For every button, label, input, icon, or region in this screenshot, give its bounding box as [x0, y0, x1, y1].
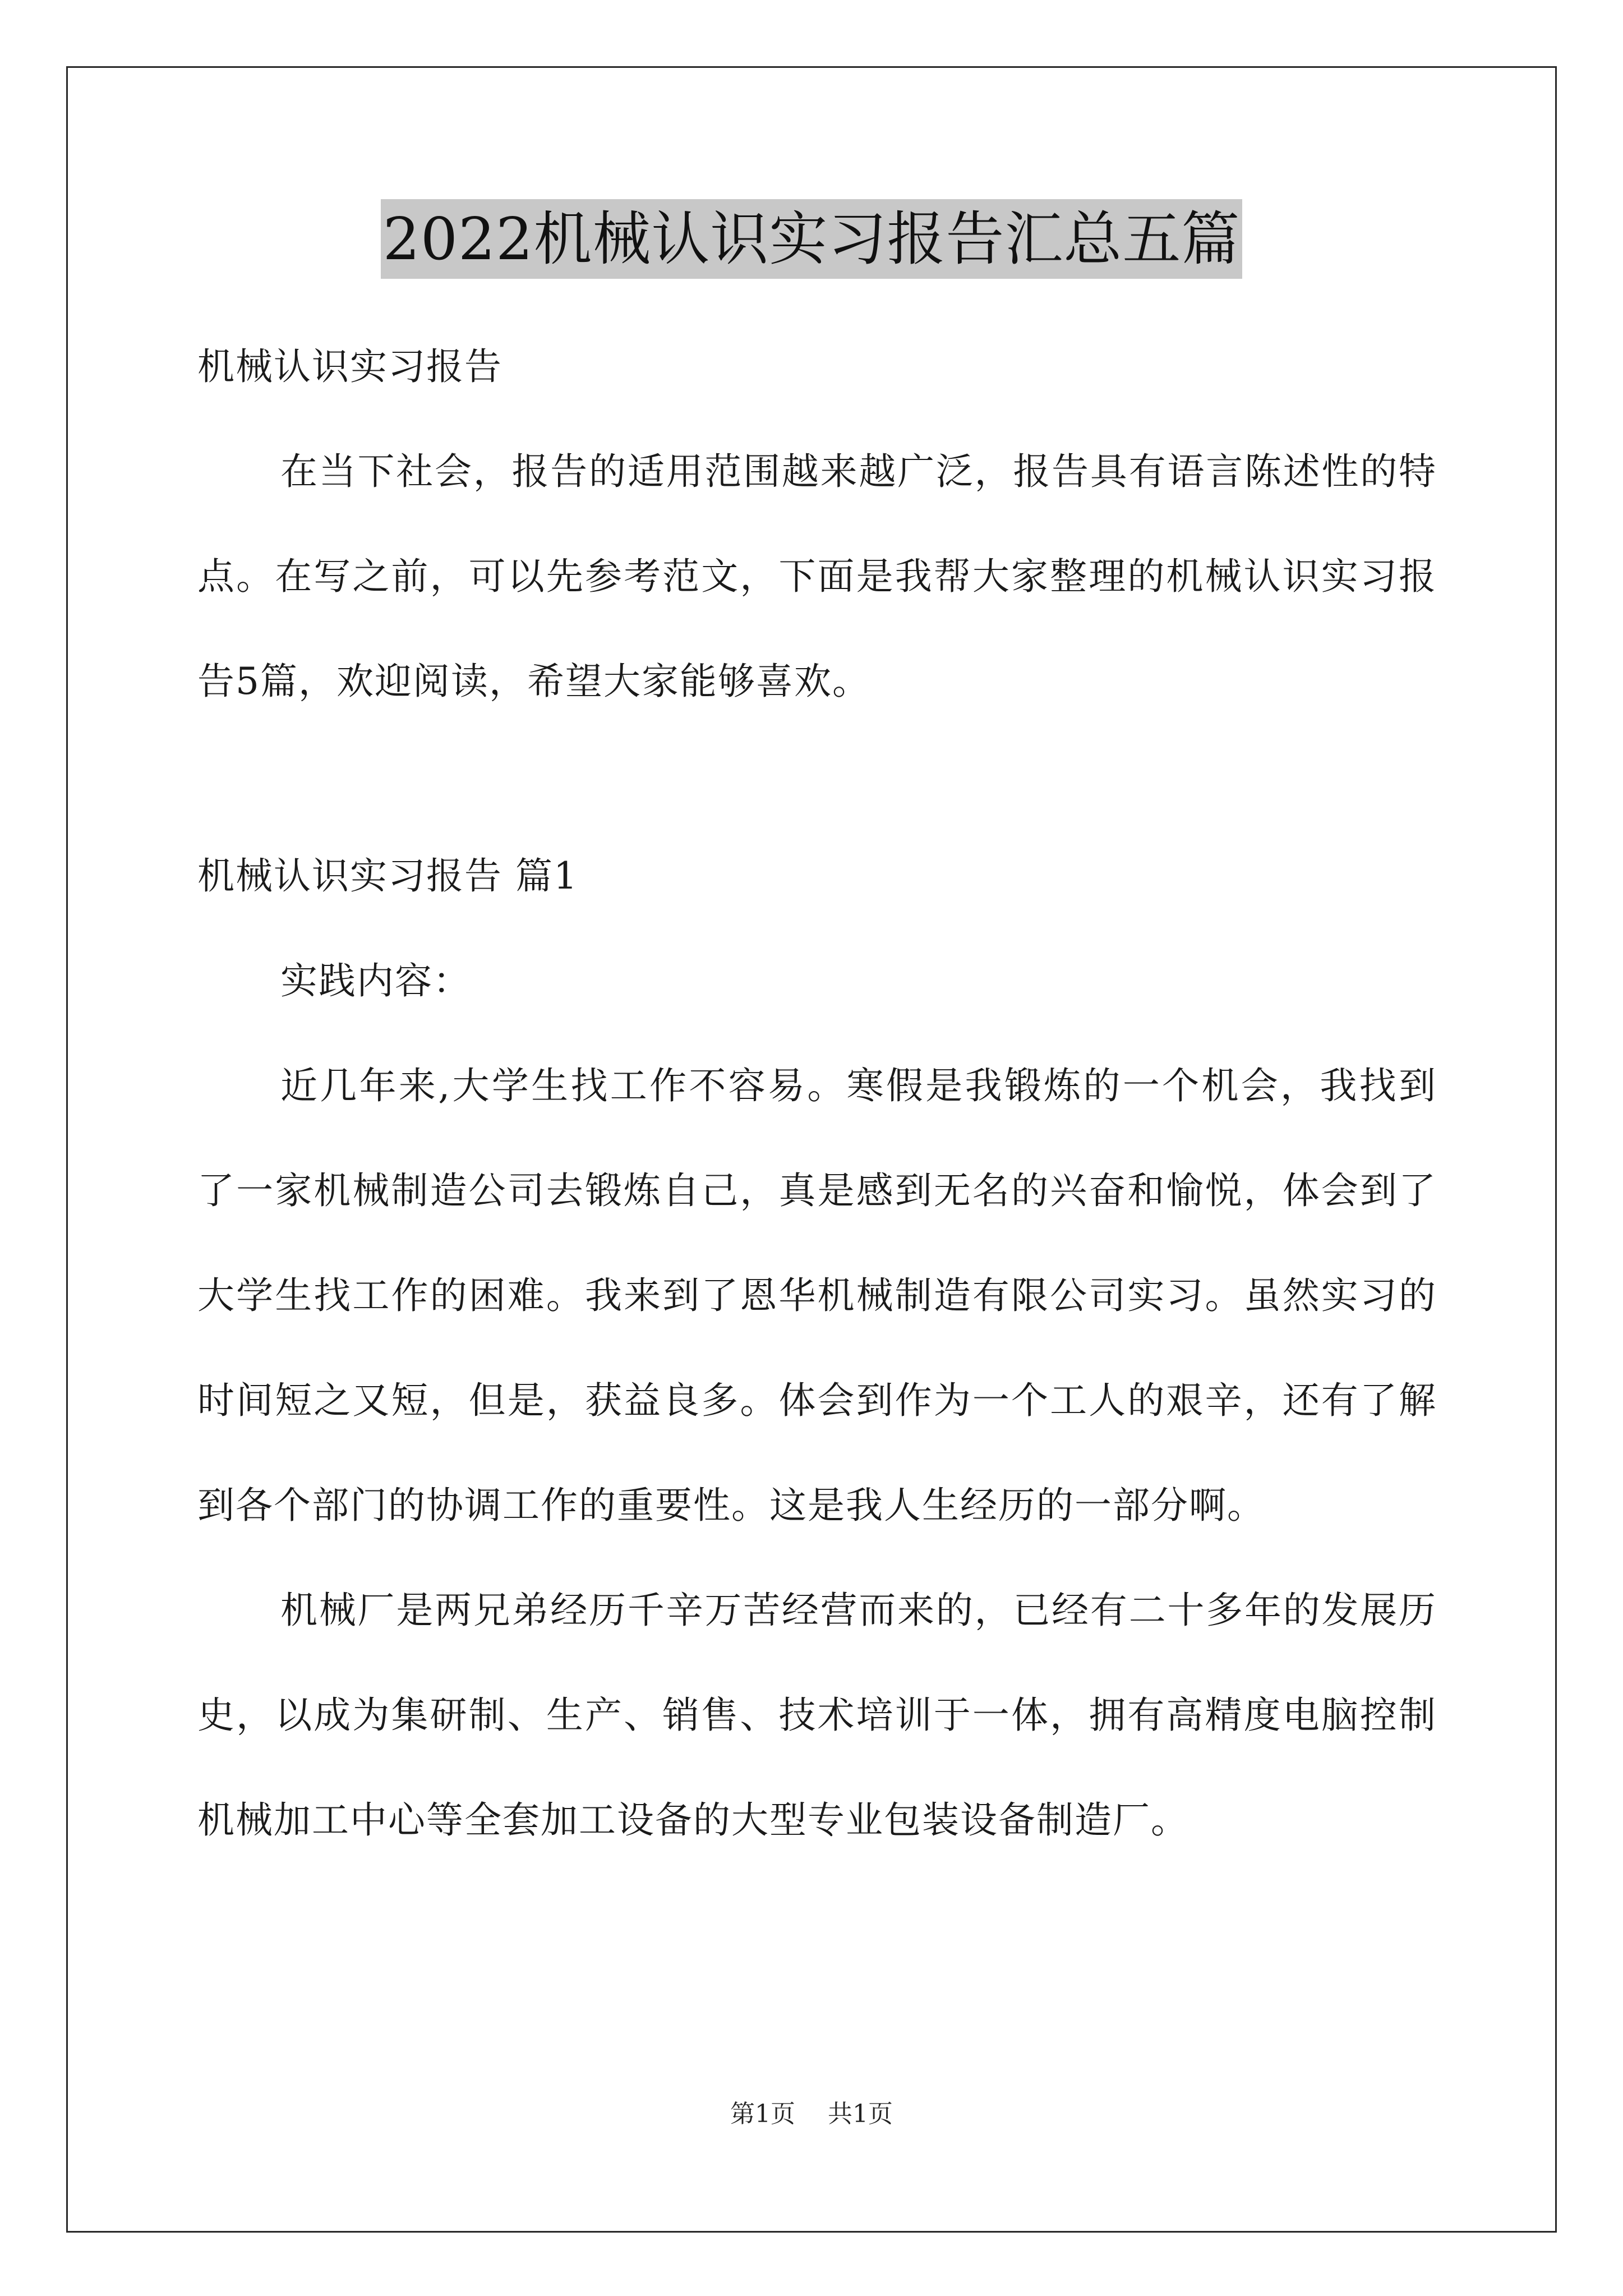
- practice-label: 实践内容：: [280, 959, 471, 1002]
- body-paragraph-1: 近几年来,大学生找工作不容易。寒假是我锻炼的一个机会，我找到了一家机械制造公司去锻炼自己，真是感到无名的兴奋和愉悦，体会到了大学生找工作的困难。我来到了恩华机械制造有限公司实习。虽然实习的时间短之又短，但是，获益良多。体会到作为一个工人的艰辛，还有了解到各个部门的协调工作的重要性。这是我人生经历的一部分啊。: [197, 1064, 1437, 1527]
- document-body: [197, 314, 1437, 1872]
- page-number: 第1页: [730, 2100, 795, 2128]
- article-heading: 机械认识实习报告 篇1: [197, 854, 578, 898]
- title-container: [0, 199, 1623, 279]
- document-title: 2022机械认识实习报告汇总五篇: [381, 199, 1243, 279]
- page-total: 共1页: [828, 2100, 893, 2128]
- intro-paragraph: 在当下社会，报告的适用范围越来越广泛，报告具有语言陈述性的特点。在写之前，可以先参考范文，下面是我帮大家整理的机械认识实习报告5篇，欢迎阅读，希望大家能够喜欢。: [197, 450, 1437, 703]
- section-heading: 机械认识实习报告: [197, 345, 502, 388]
- page-footer: [0, 2093, 1623, 2129]
- body-paragraph-2: 机械厂是两兄弟经历千辛万苦经营而来的，已经有二十多年的发展历史，以成为集研制、生产、销售、技术培训于一体，拥有高精度电脑控制机械加工中心等全套加工设备的大型专业包装设备制造厂。: [197, 1589, 1437, 1842]
